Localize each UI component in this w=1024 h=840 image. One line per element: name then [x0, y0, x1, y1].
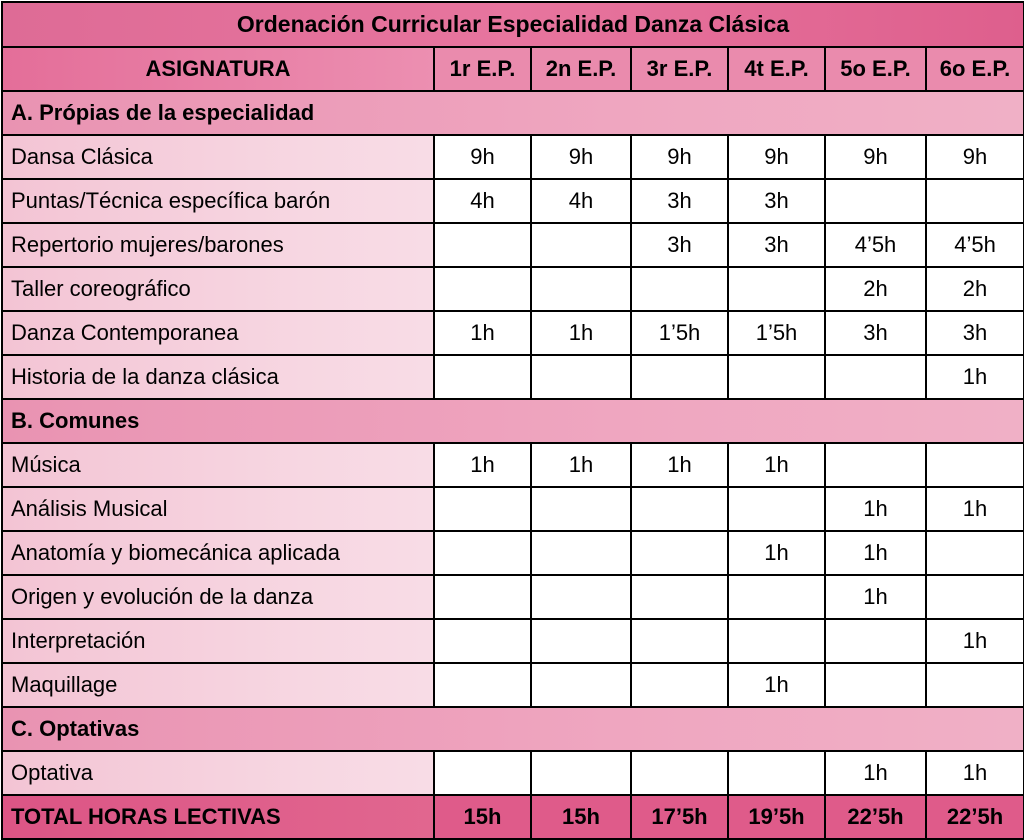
total-hours-cell: 15h — [531, 795, 631, 839]
hours-cell — [531, 355, 631, 399]
hours-cell — [434, 487, 531, 531]
hours-cell — [434, 619, 531, 663]
hours-cell: 1h — [531, 443, 631, 487]
hours-cell — [728, 751, 825, 795]
hours-cell — [926, 531, 1024, 575]
table-row — [2, 179, 1024, 223]
subject-cell: Anatomía y biomecánica aplicada — [2, 531, 434, 575]
hours-cell: 9h — [825, 135, 926, 179]
hours-cell: 3h — [825, 311, 926, 355]
hours-cell — [531, 663, 631, 707]
hours-cell: 3h — [926, 311, 1024, 355]
hours-cell: 1h — [825, 487, 926, 531]
total-hours-cell: 19’5h — [728, 795, 825, 839]
hours-cell — [825, 179, 926, 223]
hours-cell — [434, 355, 531, 399]
hours-cell: 3h — [631, 179, 728, 223]
hours-cell — [434, 531, 531, 575]
subject-cell: Música — [2, 443, 434, 487]
hours-cell — [728, 487, 825, 531]
hours-cell — [728, 575, 825, 619]
year-column-header: 4t E.P. — [728, 47, 825, 91]
hours-cell: 3h — [728, 179, 825, 223]
hours-cell: 1h — [631, 443, 728, 487]
subject-cell: Taller coreográfico — [2, 267, 434, 311]
section-row — [2, 91, 1024, 135]
hours-cell — [531, 619, 631, 663]
hours-cell — [434, 575, 531, 619]
hours-cell — [631, 487, 728, 531]
hours-cell: 2h — [825, 267, 926, 311]
hours-cell — [631, 575, 728, 619]
table-row — [2, 575, 1024, 619]
hours-cell: 3h — [631, 223, 728, 267]
section-title: C. Optativas — [2, 707, 1024, 751]
table-row — [2, 135, 1024, 179]
hours-cell — [631, 663, 728, 707]
subject-cell: Repertorio mujeres/barones — [2, 223, 434, 267]
year-column-header: 3r E.P. — [631, 47, 728, 91]
title-row — [2, 2, 1024, 47]
hours-cell — [825, 355, 926, 399]
total-label: TOTAL HORAS LECTIVAS — [2, 795, 434, 839]
hours-cell — [631, 267, 728, 311]
hours-cell — [531, 751, 631, 795]
table-row — [2, 267, 1024, 311]
hours-cell — [531, 531, 631, 575]
total-row — [2, 795, 1024, 839]
subject-cell: Dansa Clásica — [2, 135, 434, 179]
table-row — [2, 663, 1024, 707]
hours-cell: 1h — [825, 531, 926, 575]
subject-cell: Danza Contemporanea — [2, 311, 434, 355]
hours-cell — [631, 355, 728, 399]
hours-cell: 1h — [926, 619, 1024, 663]
hours-cell — [825, 663, 926, 707]
hours-cell: 4’5h — [926, 223, 1024, 267]
table-row — [2, 619, 1024, 663]
curriculum-table-body — [2, 2, 1024, 839]
curriculum-table — [1, 1, 1024, 840]
table-row — [2, 487, 1024, 531]
hours-cell: 9h — [434, 135, 531, 179]
hours-cell — [825, 443, 926, 487]
total-hours-cell: 17’5h — [631, 795, 728, 839]
hours-cell: 1h — [825, 575, 926, 619]
hours-cell: 1h — [926, 751, 1024, 795]
table-row — [2, 355, 1024, 399]
hours-cell: 1’5h — [728, 311, 825, 355]
year-column-header: 5o E.P. — [825, 47, 926, 91]
hours-cell: 1h — [434, 311, 531, 355]
year-column-header: 6o E.P. — [926, 47, 1024, 91]
hours-cell — [434, 663, 531, 707]
table-row — [2, 223, 1024, 267]
hours-cell — [631, 619, 728, 663]
hours-cell — [434, 751, 531, 795]
hours-cell: 4h — [434, 179, 531, 223]
subject-cell: Puntas/Técnica específica barón — [2, 179, 434, 223]
section-row — [2, 707, 1024, 751]
hours-cell — [926, 663, 1024, 707]
hours-cell — [926, 179, 1024, 223]
hours-cell — [434, 267, 531, 311]
section-title: A. Própias de la especialidad — [2, 91, 1024, 135]
hours-cell: 9h — [631, 135, 728, 179]
hours-cell: 3h — [728, 223, 825, 267]
hours-cell: 1h — [728, 531, 825, 575]
hours-cell: 1h — [434, 443, 531, 487]
subject-column-header: ASIGNATURA — [2, 47, 434, 91]
hours-cell: 4h — [531, 179, 631, 223]
hours-cell — [631, 751, 728, 795]
hours-cell — [926, 575, 1024, 619]
hours-cell: 1h — [531, 311, 631, 355]
hours-cell — [728, 355, 825, 399]
hours-cell — [728, 619, 825, 663]
table-row — [2, 751, 1024, 795]
hours-cell — [531, 267, 631, 311]
hours-cell — [926, 443, 1024, 487]
hours-cell: 9h — [531, 135, 631, 179]
total-hours-cell: 15h — [434, 795, 531, 839]
hours-cell — [531, 575, 631, 619]
hours-cell — [434, 223, 531, 267]
hours-cell — [825, 619, 926, 663]
hours-cell: 1h — [728, 443, 825, 487]
year-column-header: 1r E.P. — [434, 47, 531, 91]
hours-cell — [728, 267, 825, 311]
header-row — [2, 47, 1024, 91]
hours-cell — [531, 487, 631, 531]
year-column-header: 2n E.P. — [531, 47, 631, 91]
total-hours-cell: 22’5h — [926, 795, 1024, 839]
subject-cell: Optativa — [2, 751, 434, 795]
hours-cell — [531, 223, 631, 267]
hours-cell: 9h — [728, 135, 825, 179]
hours-cell: 1h — [825, 751, 926, 795]
hours-cell: 9h — [926, 135, 1024, 179]
total-hours-cell: 22’5h — [825, 795, 926, 839]
table-row — [2, 443, 1024, 487]
subject-cell: Origen y evolución de la danza — [2, 575, 434, 619]
hours-cell: 1h — [728, 663, 825, 707]
subject-cell: Maquillage — [2, 663, 434, 707]
hours-cell: 1’5h — [631, 311, 728, 355]
subject-cell: Historia de la danza clásica — [2, 355, 434, 399]
section-title: B. Comunes — [2, 399, 1024, 443]
hours-cell: 1h — [926, 355, 1024, 399]
table-row — [2, 311, 1024, 355]
hours-cell: 1h — [926, 487, 1024, 531]
subject-cell: Interpretación — [2, 619, 434, 663]
section-row — [2, 399, 1024, 443]
hours-cell: 4’5h — [825, 223, 926, 267]
hours-cell — [631, 531, 728, 575]
table-title: Ordenación Curricular Especialidad Danza Clásica — [2, 2, 1024, 47]
table-row — [2, 531, 1024, 575]
hours-cell: 2h — [926, 267, 1024, 311]
subject-cell: Análisis Musical — [2, 487, 434, 531]
